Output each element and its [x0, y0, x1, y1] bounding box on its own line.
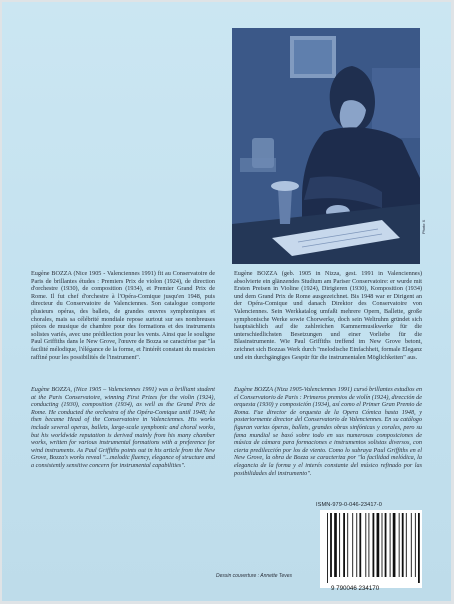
- barcode-bar: [365, 513, 366, 577]
- barcode-bar: [352, 513, 353, 577]
- barcode: [320, 510, 422, 588]
- barcode-bar: [406, 513, 407, 577]
- barcode-bars: [321, 511, 421, 585]
- barcode-digits: 9 790046 234170: [331, 585, 380, 592]
- composer-photo: [232, 28, 420, 264]
- bio-french: Eugène BOZZA (Nice 1905 - Valenciennes 1991) fit au Conservatoire de Paris de brillantes études : Premiers Prix de violon (1924), de direction d'orchestre (1930), de composition (1934), et Premier Grand Prix de Rome. Il fut chef d'orchestre à l'Opéra-Comique jusqu'en 1948, puis directeur du Conservatoire de Valenciennes. Son catalogue comporte plusieurs opéras, des ballets, de grandes œuvres symphoniques et chorales, mais sa célébrité mondiale repose surtout sur ses nombreuses pièces de musique de chambre pour des formations et des instruments solistes variés, avec une prédilection pour les vents. Ainsi que le souligne Paul Griffiths dans le New Grove, l'œuvre de Bozza se caractérise par "la facilité mélodique, l'élégance de la forme, et l'intérêt constant du musicien raffiné pour les possibilités de l'instrument".: [31, 270, 215, 361]
- barcode-bar: [339, 513, 340, 577]
- barcode-bar: [377, 513, 380, 577]
- composer-photo-image: [232, 28, 420, 264]
- bio-english: Eugène BOZZA, (Nice 1905 – Valenciennes 1991) was a brilliant student at the Paris Conservatoire, winning First Prizes for the violin (1924), conducting (1930), composition (1934), as well as the Grand Prix de Rome. He conducted the orchestra of the Opéra-Comique until 1948; he then became Head of the Conservatoire in Valenciennes. His works include several operas, ballets, large-scale symphonic and choral works, but his worldwide reputation is derived mainly from his many chamber works, written for various instrumental formations with a preference for wind instruments. As Paul Griffiths points out in his article from the New Grove, Bozza's works reveal "...melodic fluency, elegance of structure and a consistently sensitive concern for instrumental capabilities".: [31, 386, 215, 469]
- bio-german: Eugène BOZZA (geb. 1905 in Nizza, gest. 1991 in Valenciennes) absolvierte ein glänzendes Studium am Pariser Conservatoire: er wurde mit Ersten Preisen in Violine (1924), Dirigieren (1930), Komposition (1934) und dem Grand Prix de Rome ausgezeichnet. Bis 1948 war er Dirigent an der Opéra-Comique und danach Direktor des Conservatoire von Valenciennes. Sein Werkkatalog umfaßt mehrere Opern, Ballette, große symphonische Werke sowie Chorwerke, doch sein Weltruhm gründet sich hauptsächlich auf die zahlreichen Kammermusikwerke für die unterschiedlichsten Besetzungen und einer Vorliebe für die Blasinstrumente. Wie Paul Griffiths treffend im New Grove betont, zeichnet sich Bozzas Werk durch "melodische Einfachheit, formale Eleganz und ein durchgängiges Gespür für die instrumentalen Möglichkeiten" aus.: [234, 270, 422, 361]
- photo-credit: Photo X: [421, 219, 426, 234]
- barcode-bar: [402, 513, 404, 577]
- barcode-bar: [393, 513, 396, 577]
- barcode-bar: [330, 513, 332, 577]
- bio-spanish: Eugène BOZZA (Niza 1905-Valenciennes 1991) cursó brillantes estudios en el Conservatorio de Paris : Primeros premios de violín (1924), dirección de orquesta (1930) y composición (1934), así como el Primer Gran Premio de Roma. Fue director de orquesta de la Opera Cómica hasta 1948, y posteriormente director del Conservatorio de Valenciennes. En su catálogo figuran varias óperas, ballets, grandes obras sinfónicas y corales, pero su fama mundial se basó sobre todo en sus numerosas composiciones de música de cámara para formaciones e instrumentos solistas diversos, con cierta predilección por los de viento. Como lo subraya Paul Griffiths en el New Grove, la obra de Bozza se caracteriza por "la facilidad melódica, la elegancia de la forma y el interés constante del músico refinado por las posibilidades del instrumento".: [234, 386, 422, 477]
- barcode-bar: [359, 513, 361, 577]
- barcode-bar: [385, 513, 387, 577]
- barcode-bar: [418, 513, 420, 583]
- barcode-bar: [334, 513, 337, 577]
- barcode-bar: [399, 513, 400, 577]
- barcode-bar: [356, 513, 357, 577]
- barcode-bar: [373, 513, 375, 577]
- barcode-bar: [415, 513, 416, 577]
- barcode-bar: [327, 513, 328, 583]
- barcode-bar: [343, 513, 345, 577]
- barcode-bar: [347, 513, 348, 577]
- barcode-bar: [390, 513, 391, 577]
- ismn-number: ISMN-979-0-046-23417-0: [316, 502, 382, 508]
- barcode-bar: [382, 513, 383, 577]
- cover-design-credit: Dessin couverture : Annette Teves: [216, 573, 293, 579]
- barcode-bar: [411, 513, 412, 577]
- barcode-bar: [368, 513, 369, 577]
